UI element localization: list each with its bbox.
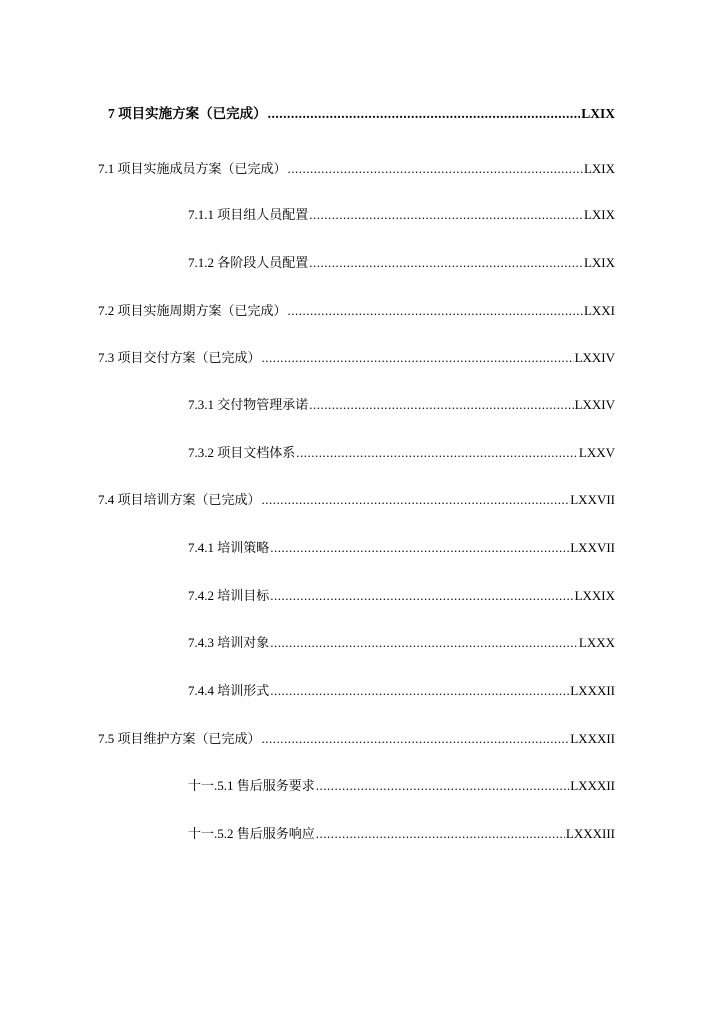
toc-entry-label: 7.4.1 培训策略 xyxy=(188,540,270,555)
dot-leader xyxy=(309,397,573,413)
toc-entry[interactable] xyxy=(98,303,615,319)
dot-leader xyxy=(316,826,565,842)
toc-entry-page: LXIX xyxy=(583,207,615,222)
toc-entry-label: 7.1.1 项目组人员配置 xyxy=(188,207,309,222)
toc-entry-page: LXXXIII xyxy=(565,826,615,841)
dot-leader xyxy=(268,106,581,122)
toc-entry-label: 十一.5.2 售后服务响应 xyxy=(188,826,315,841)
toc-entry-page: LXXVII xyxy=(570,492,615,507)
toc-entry[interactable] xyxy=(98,350,615,366)
toc-entry[interactable] xyxy=(98,161,615,177)
toc-entry-label: 7.1.2 各阶段人员配置 xyxy=(188,255,309,270)
toc-entry-page: LXXX xyxy=(578,635,615,650)
toc-entry[interactable] xyxy=(188,540,615,556)
toc-entry-label: 十一.5.1 售后服务要求 xyxy=(188,778,315,793)
toc-entry-label: 7.3.1 交付物管理承诺 xyxy=(188,397,309,412)
dot-leader xyxy=(296,445,578,461)
toc-entry-label: 7.2 项目实施周期方案（已完成） xyxy=(98,303,287,318)
dot-leader xyxy=(262,492,570,508)
toc-entry[interactable] xyxy=(188,445,615,461)
toc-entry-page: LXIX xyxy=(583,161,615,176)
dot-leader xyxy=(262,731,570,747)
dot-leader xyxy=(316,778,569,794)
dot-leader xyxy=(270,588,573,604)
dot-leader xyxy=(309,207,583,223)
toc-entry[interactable] xyxy=(188,255,615,271)
toc-entry[interactable] xyxy=(98,492,615,508)
toc-entry-label: 7.4.2 培训目标 xyxy=(188,588,270,603)
toc-entry[interactable] xyxy=(188,588,615,604)
toc-entry[interactable] xyxy=(188,826,615,842)
toc-entry-label: 7.4 项目培训方案（已完成） xyxy=(98,492,261,507)
dot-leader xyxy=(309,255,583,271)
toc-entry-label: 7.4.3 培训对象 xyxy=(188,635,270,650)
toc-entry-page: LXXXII xyxy=(570,731,615,746)
toc-entry[interactable] xyxy=(188,397,615,413)
dot-leader xyxy=(262,350,574,366)
toc-entry-page: LXIX xyxy=(583,255,615,270)
toc-entry-label: 7 项目实施方案（已完成） xyxy=(108,106,267,121)
toc-entry[interactable] xyxy=(188,778,615,794)
toc-entry-label: 7.3 项目交付方案（已完成） xyxy=(98,350,261,365)
toc-entry-page: LXXIV xyxy=(574,397,615,412)
toc-entry-label: 7.4.4 培训形式 xyxy=(188,683,270,698)
toc-entry-page: LXIX xyxy=(581,106,615,121)
dot-leader xyxy=(270,540,569,556)
dot-leader xyxy=(270,683,569,699)
toc-entry-page: LXXVII xyxy=(570,540,615,555)
toc-entry-page: LXXV xyxy=(578,445,615,460)
toc-entry-page: LXXXII xyxy=(570,683,615,698)
toc-entry-label: 7.1 项目实施成员方案（已完成） xyxy=(98,161,287,176)
dot-leader xyxy=(288,303,583,319)
toc-entry-label: 7.5 项目维护方案（已完成） xyxy=(98,731,261,746)
toc-entry[interactable] xyxy=(188,635,615,651)
toc-entry[interactable] xyxy=(188,207,615,223)
toc-entry[interactable] xyxy=(188,683,615,699)
toc-entry-page: LXXXII xyxy=(570,778,615,793)
toc-entry[interactable] xyxy=(108,106,615,122)
toc-entry-page: LXXIV xyxy=(574,350,615,365)
dot-leader xyxy=(270,635,578,651)
dot-leader xyxy=(288,161,583,177)
toc-entry-page: LXXI xyxy=(583,303,615,318)
toc-entry[interactable] xyxy=(98,731,615,747)
toc-entry-page: LXXIX xyxy=(574,588,615,603)
toc-entry-label: 7.3.2 项目文档体系 xyxy=(188,445,296,460)
